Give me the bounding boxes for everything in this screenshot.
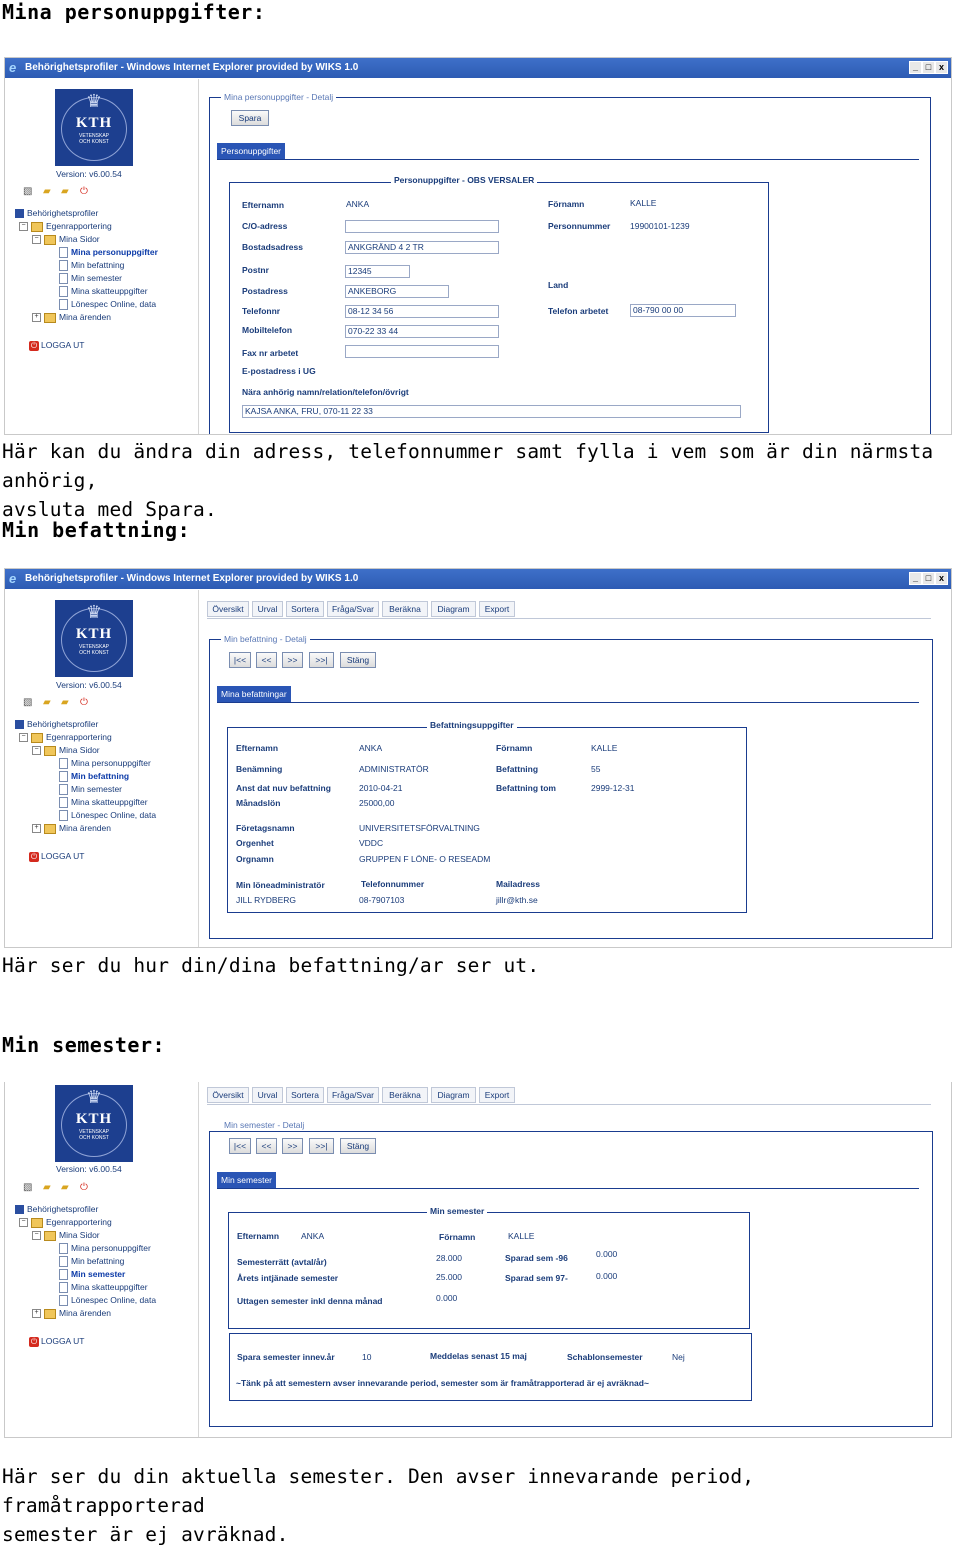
label-benamning: Benämning bbox=[236, 764, 283, 774]
sidebar bbox=[5, 590, 199, 947]
fax-input[interactable] bbox=[345, 345, 499, 358]
minimize-button[interactable]: _ bbox=[909, 572, 922, 585]
tab-export[interactable]: Export bbox=[479, 601, 515, 617]
last-button[interactable]: >>| bbox=[309, 652, 334, 668]
tree-egenrapportering[interactable]: − Egenrapportering bbox=[19, 1216, 112, 1228]
value-efternamn: ANKA bbox=[301, 1231, 325, 1241]
tab-personuppgifter[interactable]: Personuppgifter bbox=[217, 143, 285, 159]
close-detail-button[interactable]: Stäng bbox=[340, 1138, 376, 1154]
value-fornamn: KALLE bbox=[630, 198, 657, 208]
folder-open-icon[interactable]: ▰ bbox=[61, 186, 69, 197]
power-icon[interactable]: ⏻ bbox=[80, 186, 88, 197]
value-orgenhet: VDDC bbox=[359, 838, 384, 848]
value-schablon: Nej bbox=[672, 1352, 685, 1362]
heading-semester: Min semester: bbox=[2, 1033, 166, 1057]
telefon-input[interactable]: 08-12 34 56 bbox=[345, 305, 499, 318]
power-icon: ⏻ bbox=[30, 851, 38, 861]
anhorig-input[interactable]: KAJSA ANKA, FRU, 070-11 22 33 bbox=[242, 405, 741, 418]
value-uttagen: 0.000 bbox=[436, 1293, 458, 1303]
group-legend: Befattningsuppgifter bbox=[427, 720, 517, 730]
tree-personuppgifter[interactable]: Mina personuppgifter bbox=[59, 757, 151, 769]
value-foretag: UNIVERSITETSFÖRVALTNING bbox=[359, 823, 480, 833]
maximize-button[interactable]: □ bbox=[922, 61, 935, 74]
paragraph-befattning: Här ser du hur din/dina befattning/ar ser ut. bbox=[2, 954, 540, 977]
ie-icon: e bbox=[9, 571, 17, 586]
power-icon[interactable]: ⏻ bbox=[80, 697, 88, 708]
label-fax: Fax nr arbetet bbox=[242, 348, 299, 358]
edit-icon[interactable]: ▧ bbox=[23, 1182, 33, 1193]
value-anst: 2010-04-21 bbox=[359, 783, 403, 793]
value-fornamn: KALLE bbox=[508, 1231, 535, 1241]
tab-min-semester[interactable]: Min semester bbox=[217, 1172, 276, 1188]
semester-note: ~Tänk på att semestern avser innevarande period, semester som är framåtrapporterad är ej avräknad~ bbox=[236, 1378, 649, 1388]
tree-lonespec[interactable]: Lönespec Online, data bbox=[59, 298, 156, 310]
tree-arenden[interactable]: + Mina ärenden bbox=[32, 1307, 111, 1319]
folder-open-icon[interactable]: ▰ bbox=[61, 1182, 69, 1193]
co-address-input[interactable] bbox=[345, 220, 499, 233]
label-meddelas: Meddelas senast 15 maj bbox=[430, 1351, 527, 1361]
content-area bbox=[205, 1082, 949, 1437]
label-fornamn: Förnamn bbox=[496, 743, 533, 753]
tree-mina-sidor[interactable]: − Mina Sidor bbox=[32, 1229, 100, 1241]
tab-fraga-svar[interactable]: Fråga/Svar bbox=[327, 1087, 379, 1103]
tab-diagram[interactable]: Diagram bbox=[431, 1087, 476, 1103]
screenshot-personuppgifter bbox=[4, 57, 952, 435]
value-befattning: 55 bbox=[591, 764, 601, 774]
label-bostad: Bostadsadress bbox=[242, 242, 303, 252]
tree-arenden[interactable]: + Mina ärenden bbox=[32, 311, 111, 323]
tree-personuppgifter[interactable]: Mina personuppgifter bbox=[59, 246, 158, 258]
label-schablon: Schablonsemester bbox=[567, 1352, 643, 1362]
tab-berakna[interactable]: Beräkna bbox=[382, 1087, 428, 1103]
label-foretag: Företagsnamn bbox=[236, 823, 295, 833]
group-legend: Personuppgifter - OBS VERSALER bbox=[391, 175, 537, 185]
sidebar bbox=[5, 79, 199, 434]
label-orgenhet: Orgenhet bbox=[236, 838, 274, 848]
prev-button[interactable]: << bbox=[256, 652, 277, 668]
folder-icon[interactable]: ▰ bbox=[43, 1182, 51, 1193]
value-sparad97: 0.000 bbox=[596, 1271, 618, 1281]
window-titlebar bbox=[5, 58, 951, 78]
tree-semester[interactable]: Min semester bbox=[59, 1268, 125, 1280]
screenshot-befattning bbox=[4, 568, 952, 948]
tab-urval[interactable]: Urval bbox=[252, 1087, 283, 1103]
save-button[interactable]: Spara bbox=[231, 110, 269, 126]
label-loneadmin: Min löneadministratör bbox=[236, 880, 325, 890]
edit-icon[interactable]: ▧ bbox=[23, 186, 33, 197]
label-efternamn: Efternamn bbox=[237, 1231, 280, 1241]
tab-mina-befattningar[interactable]: Mina befattningar bbox=[217, 686, 291, 702]
value-mail[interactable]: jillr@kth.se bbox=[496, 895, 538, 905]
window-title: Behörighetsprofiler - Windows Internet Explorer provided by WIKS 1.0 bbox=[25, 62, 359, 73]
tree-skatt[interactable]: Mina skatteuppgifter bbox=[59, 285, 148, 297]
maximize-button[interactable]: □ bbox=[922, 572, 935, 585]
label-anhorig: Nära anhörig namn/relation/telefon/övrigt bbox=[242, 387, 409, 397]
tree-semester[interactable]: Min semester bbox=[59, 783, 122, 795]
label-telefon: Telefonnr bbox=[242, 306, 281, 316]
postnr-input[interactable]: 12345 bbox=[345, 265, 410, 278]
edit-icon[interactable]: ▧ bbox=[23, 697, 33, 708]
label-personnr: Personnummer bbox=[548, 221, 611, 231]
label-co: C/O-adress bbox=[242, 221, 288, 231]
prev-button[interactable]: << bbox=[256, 1138, 277, 1154]
label-manadslon: Månadslön bbox=[236, 798, 281, 808]
content-area bbox=[205, 590, 949, 947]
tree-befattning[interactable]: Min befattning bbox=[59, 259, 124, 271]
tree-egenrapportering[interactable]: − Egenrapportering bbox=[19, 731, 112, 743]
bostad-input[interactable]: ANKGRÄND 4 2 TR bbox=[345, 241, 499, 254]
power-icon: ⏻ bbox=[30, 1336, 38, 1346]
paragraph-semester: Här ser du din aktuella semester. Den avser innevarande period, framåtrapporterad semester är ej avräknad. bbox=[2, 1465, 755, 1546]
power-icon[interactable]: ⏻ bbox=[80, 1182, 88, 1193]
screenshot-semester bbox=[4, 1082, 952, 1438]
kth-logo: ♛ KTH VETENSKAP OCH KONST bbox=[55, 1085, 133, 1162]
value-spara-innev: 10 bbox=[362, 1352, 372, 1362]
group-legend: Min semester bbox=[427, 1206, 487, 1216]
tab-sortera[interactable]: Sortera bbox=[286, 601, 324, 617]
label-land: Land bbox=[548, 280, 569, 290]
label-postadress: Postadress bbox=[242, 286, 288, 296]
tree-root[interactable]: Behörighetsprofiler bbox=[15, 718, 98, 730]
folder-icon[interactable]: ▰ bbox=[43, 697, 51, 708]
label-postnr: Postnr bbox=[242, 265, 269, 275]
value-benamning: ADMINISTRATÖR bbox=[359, 764, 429, 774]
label-anst: Anst dat nuv befattning bbox=[236, 783, 331, 793]
tree-mina-sidor[interactable]: − Mina Sidor bbox=[32, 233, 100, 245]
value-telnr: 08-7907103 bbox=[359, 895, 405, 905]
power-icon: ⏻ bbox=[30, 340, 38, 350]
close-detail-button[interactable]: Stäng bbox=[340, 652, 376, 668]
value-intjanade: 25.000 bbox=[436, 1272, 462, 1282]
tab-fraga-svar[interactable]: Fråga/Svar bbox=[327, 601, 379, 617]
value-manadslon: 25000,00 bbox=[359, 798, 395, 808]
window-titlebar bbox=[5, 569, 951, 589]
close-button[interactable]: x bbox=[935, 61, 948, 74]
logout-link[interactable]: ⏻ LOGGA UT bbox=[30, 1336, 85, 1346]
window-title: Behörighetsprofiler - Windows Internet Explorer provided by WIKS 1.0 bbox=[25, 573, 359, 584]
kth-logo: ♛ KTH VETENSKAP OCH KONST bbox=[55, 89, 133, 166]
label-sparad97: Sparad sem 97- bbox=[505, 1273, 568, 1283]
label-semesterratt: Semesterrätt (avtal/år) bbox=[237, 1257, 327, 1267]
detail-legend: Min semester - Detalj bbox=[221, 1120, 307, 1130]
value-befattning-tom: 2999-12-31 bbox=[591, 783, 635, 793]
tab-oversikt[interactable]: Översikt bbox=[207, 601, 249, 617]
tree-semester[interactable]: Min semester bbox=[59, 272, 122, 284]
label-tel-arbete: Telefon arbetet bbox=[548, 306, 609, 316]
tab-berakna[interactable]: Beräkna bbox=[382, 601, 428, 617]
content-area bbox=[205, 79, 949, 434]
last-button[interactable]: >>| bbox=[309, 1138, 334, 1154]
label-fornamn: Förnamn bbox=[548, 199, 585, 209]
label-befattning-tom: Befattning tom bbox=[496, 783, 556, 793]
next-button[interactable]: >> bbox=[282, 652, 303, 668]
tree-lonespec[interactable]: Lönespec Online, data bbox=[59, 809, 156, 821]
version-label: Version: v6.00.54 bbox=[56, 1164, 122, 1174]
first-button[interactable]: |<< bbox=[229, 1138, 251, 1154]
version-label: Version: v6.00.54 bbox=[56, 169, 122, 179]
minimize-button[interactable]: _ bbox=[909, 61, 922, 74]
tree-personuppgifter[interactable]: Mina personuppgifter bbox=[59, 1242, 151, 1254]
tab-export[interactable]: Export bbox=[479, 1087, 515, 1103]
value-efternamn: ANKA bbox=[346, 199, 370, 209]
label-intjanade: Årets intjänade semester bbox=[237, 1273, 339, 1283]
label-mobil: Mobiltelefon bbox=[242, 325, 293, 335]
paragraph-personuppgifter: Här kan du ändra din adress, telefonnummer samt fylla i vem som är din närmsta anhörig, avsluta med Spara. bbox=[2, 440, 934, 521]
tree-befattning[interactable]: Min befattning bbox=[59, 1255, 124, 1267]
next-button[interactable]: >> bbox=[282, 1138, 303, 1154]
heading-personuppgifter: Mina personuppgifter: bbox=[2, 0, 266, 24]
tab-urval[interactable]: Urval bbox=[252, 601, 283, 617]
logout-link[interactable]: ⏻ LOGGA UT bbox=[30, 340, 85, 350]
label-efternamn: Efternamn bbox=[236, 743, 279, 753]
detail-legend: Mina personuppgifter - Detalj bbox=[221, 92, 336, 102]
tel-arbete-input[interactable]: 08-790 00 00 bbox=[630, 304, 736, 317]
heading-befattning: Min befattning: bbox=[2, 518, 191, 542]
group-spara bbox=[229, 1333, 752, 1401]
tab-diagram[interactable]: Diagram bbox=[431, 601, 476, 617]
label-fornamn: Förnamn bbox=[439, 1232, 476, 1242]
label-spara-innev: Spara semester innev.år bbox=[237, 1352, 335, 1362]
group-semester bbox=[228, 1212, 750, 1329]
tree-root[interactable]: Behörighetsprofiler bbox=[15, 207, 98, 219]
label-uttagen: Uttagen semester inkl denna månad bbox=[237, 1296, 383, 1306]
value-sparad96: 0.000 bbox=[596, 1249, 618, 1259]
first-button[interactable]: |<< bbox=[229, 652, 251, 668]
tree-root[interactable]: Behörighetsprofiler bbox=[15, 1203, 98, 1215]
label-orgnamn: Orgnamn bbox=[236, 854, 274, 864]
mobil-input[interactable]: 070-22 33 44 bbox=[345, 325, 499, 338]
value-loneadmin: JILL RYDBERG bbox=[236, 895, 296, 905]
value-orgnamn: GRUPPEN F LÖNE- O RESEADM bbox=[359, 854, 491, 864]
ie-icon: e bbox=[9, 60, 17, 75]
label-mail: Mailadress bbox=[496, 879, 540, 889]
kth-logo: ♛ KTH VETENSKAP OCH KONST bbox=[55, 600, 133, 677]
tree-arenden[interactable]: + Mina ärenden bbox=[32, 822, 111, 834]
folder-icon[interactable]: ▰ bbox=[43, 186, 51, 197]
tree-mina-sidor[interactable]: − Mina Sidor bbox=[32, 744, 100, 756]
version-label: Version: v6.00.54 bbox=[56, 680, 122, 690]
tab-sortera[interactable]: Sortera bbox=[286, 1087, 324, 1103]
detail-legend: Min befattning - Detalj bbox=[221, 634, 310, 644]
label-sparad96: Sparad sem -96 bbox=[505, 1253, 568, 1263]
value-personnr: 19900101-1239 bbox=[630, 221, 690, 231]
label-efternamn: Efternamn bbox=[242, 200, 285, 210]
close-button[interactable]: x bbox=[935, 572, 948, 585]
tree-befattning[interactable]: Min befattning bbox=[59, 770, 129, 782]
folder-open-icon[interactable]: ▰ bbox=[61, 697, 69, 708]
tree-lonespec[interactable]: Lönespec Online, data bbox=[59, 1294, 156, 1306]
logout-link[interactable]: ⏻ LOGGA UT bbox=[30, 851, 85, 861]
label-epost: E-postadress i UG bbox=[242, 366, 316, 376]
value-semesterratt: 28.000 bbox=[436, 1253, 462, 1263]
value-fornamn: KALLE bbox=[591, 743, 618, 753]
tree-skatt[interactable]: Mina skatteuppgifter bbox=[59, 796, 148, 808]
label-telnr: Telefonnummer bbox=[361, 879, 425, 889]
tab-oversikt[interactable]: Översikt bbox=[207, 1087, 249, 1103]
value-efternamn: ANKA bbox=[359, 743, 383, 753]
postadress-input[interactable]: ANKEBORG bbox=[345, 285, 449, 298]
tree-egenrapportering[interactable]: − Egenrapportering bbox=[19, 220, 112, 232]
label-befattning: Befattning bbox=[496, 764, 539, 774]
tree-skatt[interactable]: Mina skatteuppgifter bbox=[59, 1281, 148, 1293]
sidebar bbox=[5, 1082, 199, 1437]
